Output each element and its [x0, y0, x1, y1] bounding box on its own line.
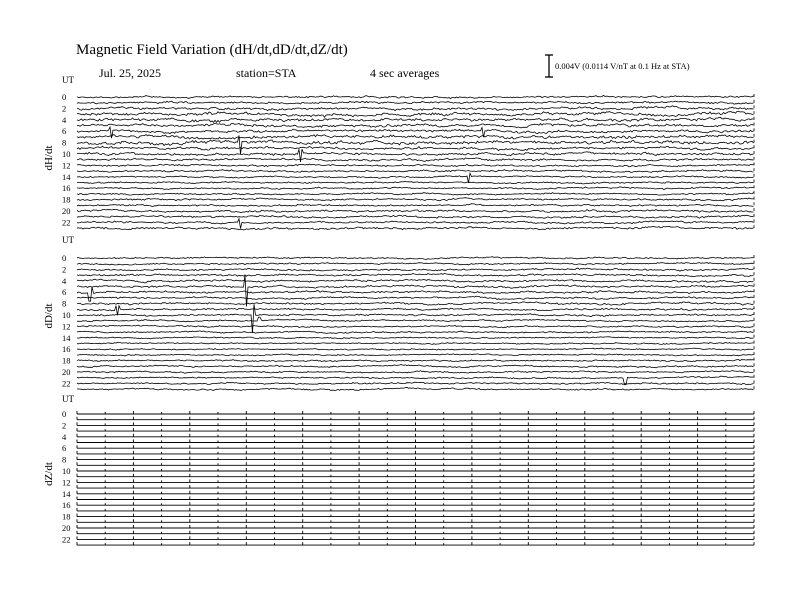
trace-line — [77, 462, 754, 465]
hour-label: 8 — [62, 454, 67, 465]
trace-line — [77, 266, 754, 271]
hour-label: 0 — [62, 253, 67, 263]
trace-line — [77, 417, 754, 420]
trace-line — [77, 485, 754, 488]
component-label: dH/dt — [43, 145, 55, 171]
hour-label: 16 — [62, 500, 71, 511]
hour-label: 8 — [62, 137, 67, 148]
trace-line — [77, 255, 754, 259]
station-label: station=STA — [236, 66, 297, 80]
trace-line — [77, 329, 754, 333]
trace-line — [77, 214, 754, 219]
component-label: dZ/dt — [43, 462, 55, 486]
trace-line — [77, 440, 754, 443]
trace-line — [77, 358, 754, 362]
trace-line — [77, 497, 754, 500]
trace-line — [77, 519, 754, 522]
hour-label: 22 — [62, 378, 71, 389]
trace-line — [77, 162, 754, 166]
trace-line — [77, 157, 754, 162]
trace-line — [77, 457, 754, 460]
trace-line — [77, 202, 754, 206]
trace-line — [77, 445, 754, 448]
trace-line — [77, 185, 754, 190]
trace-line — [77, 208, 754, 213]
trace-line — [77, 491, 754, 494]
trace-line — [77, 301, 754, 306]
date-label: Jul. 25, 2025 — [99, 66, 162, 80]
hour-label: 18 — [62, 355, 71, 366]
trace-line — [77, 145, 754, 150]
hour-label: 22 — [62, 217, 71, 228]
trace-line — [77, 275, 754, 307]
hour-label: 10 — [62, 310, 71, 320]
trace-line — [77, 100, 754, 105]
hour-label: 10 — [62, 466, 71, 476]
ut-label: UT — [62, 394, 74, 404]
hour-label: 16 — [62, 344, 71, 355]
hour-label: 0 — [62, 92, 67, 102]
trace-line — [77, 479, 754, 482]
hour-label: 4 — [62, 275, 67, 286]
panels — [43, 75, 754, 545]
trace-line — [77, 117, 754, 123]
trace-line — [77, 134, 754, 139]
trace-line — [77, 514, 754, 517]
trace-line — [77, 380, 754, 384]
hour-label: 2 — [62, 103, 67, 114]
trace-line — [77, 135, 754, 154]
chart-title: Magnetic Field Variation (dH/dt,dD/dt,dZ/dt) — [76, 42, 348, 58]
hour-label: 6 — [62, 443, 67, 454]
trace-line — [77, 168, 754, 172]
trace-line — [77, 123, 754, 128]
trace-line — [77, 428, 754, 431]
trace-line — [77, 295, 754, 300]
trace-line — [77, 531, 754, 534]
trace-line — [77, 411, 754, 414]
trace-line — [77, 542, 754, 545]
hour-label: 14 — [62, 171, 71, 182]
trace-line — [77, 323, 754, 327]
trace-line — [77, 278, 754, 283]
trace-line — [77, 180, 754, 184]
trace-line — [77, 105, 754, 110]
hour-label: 18 — [62, 194, 71, 205]
hour-label: 14 — [62, 332, 71, 343]
hour-label: 2 — [62, 420, 67, 431]
trace-line — [77, 434, 754, 437]
trace-line — [77, 287, 754, 301]
hour-label: 16 — [62, 183, 71, 194]
trace-line — [77, 525, 754, 528]
hour-label: 20 — [62, 367, 71, 377]
trace-line — [77, 536, 754, 539]
hour-label: 12 — [62, 160, 71, 171]
scale-bar — [545, 55, 690, 77]
trace-line — [77, 346, 754, 350]
hour-label: 2 — [62, 264, 67, 275]
hour-label: 6 — [62, 287, 67, 298]
trace-line — [77, 317, 754, 322]
trace-line — [77, 111, 754, 117]
ut-label: UT — [62, 75, 74, 85]
trace-line — [77, 451, 754, 454]
scale-bar-label: 0.004V (0.0114 V/nT at 0.1 Hz at STA) — [555, 61, 690, 71]
panel-dZ-dt — [43, 394, 754, 545]
hour-label: 4 — [62, 431, 67, 442]
hour-label: 20 — [62, 206, 71, 216]
trace-line — [77, 225, 754, 230]
hour-label: 22 — [62, 534, 71, 545]
component-label: dD/dt — [43, 303, 55, 329]
trace-line — [77, 197, 754, 201]
trace-line — [77, 306, 754, 316]
hour-label: 14 — [62, 488, 71, 499]
trace-line — [77, 191, 754, 195]
hour-label: 18 — [62, 511, 71, 522]
trace-line — [77, 261, 754, 265]
hour-label: 4 — [62, 114, 67, 125]
hour-label: 20 — [62, 523, 71, 533]
hour-label: 6 — [62, 126, 67, 137]
trace-line — [77, 386, 754, 390]
trace-line — [77, 173, 754, 183]
panel-dH-dt — [43, 75, 754, 230]
trace-line — [77, 352, 754, 356]
trace-line — [77, 468, 754, 471]
hour-label: 10 — [62, 149, 71, 159]
trace-line — [77, 369, 754, 373]
averaging-label: 4 sec averages — [370, 66, 440, 80]
trace-line — [77, 422, 754, 425]
trace-line — [77, 474, 754, 477]
trace-line — [77, 341, 754, 345]
hour-label: 12 — [62, 321, 71, 332]
hour-label: 12 — [62, 477, 71, 488]
trace-line — [77, 335, 754, 339]
trace-line — [77, 508, 754, 511]
hour-label: 8 — [62, 298, 67, 309]
trace-line — [77, 272, 754, 277]
panel-dD-dt — [43, 235, 754, 391]
trace-line — [77, 363, 754, 368]
hour-label: 0 — [62, 409, 67, 419]
trace-line — [77, 94, 754, 99]
trace-line — [77, 502, 754, 505]
ut-label: UT — [62, 235, 74, 245]
